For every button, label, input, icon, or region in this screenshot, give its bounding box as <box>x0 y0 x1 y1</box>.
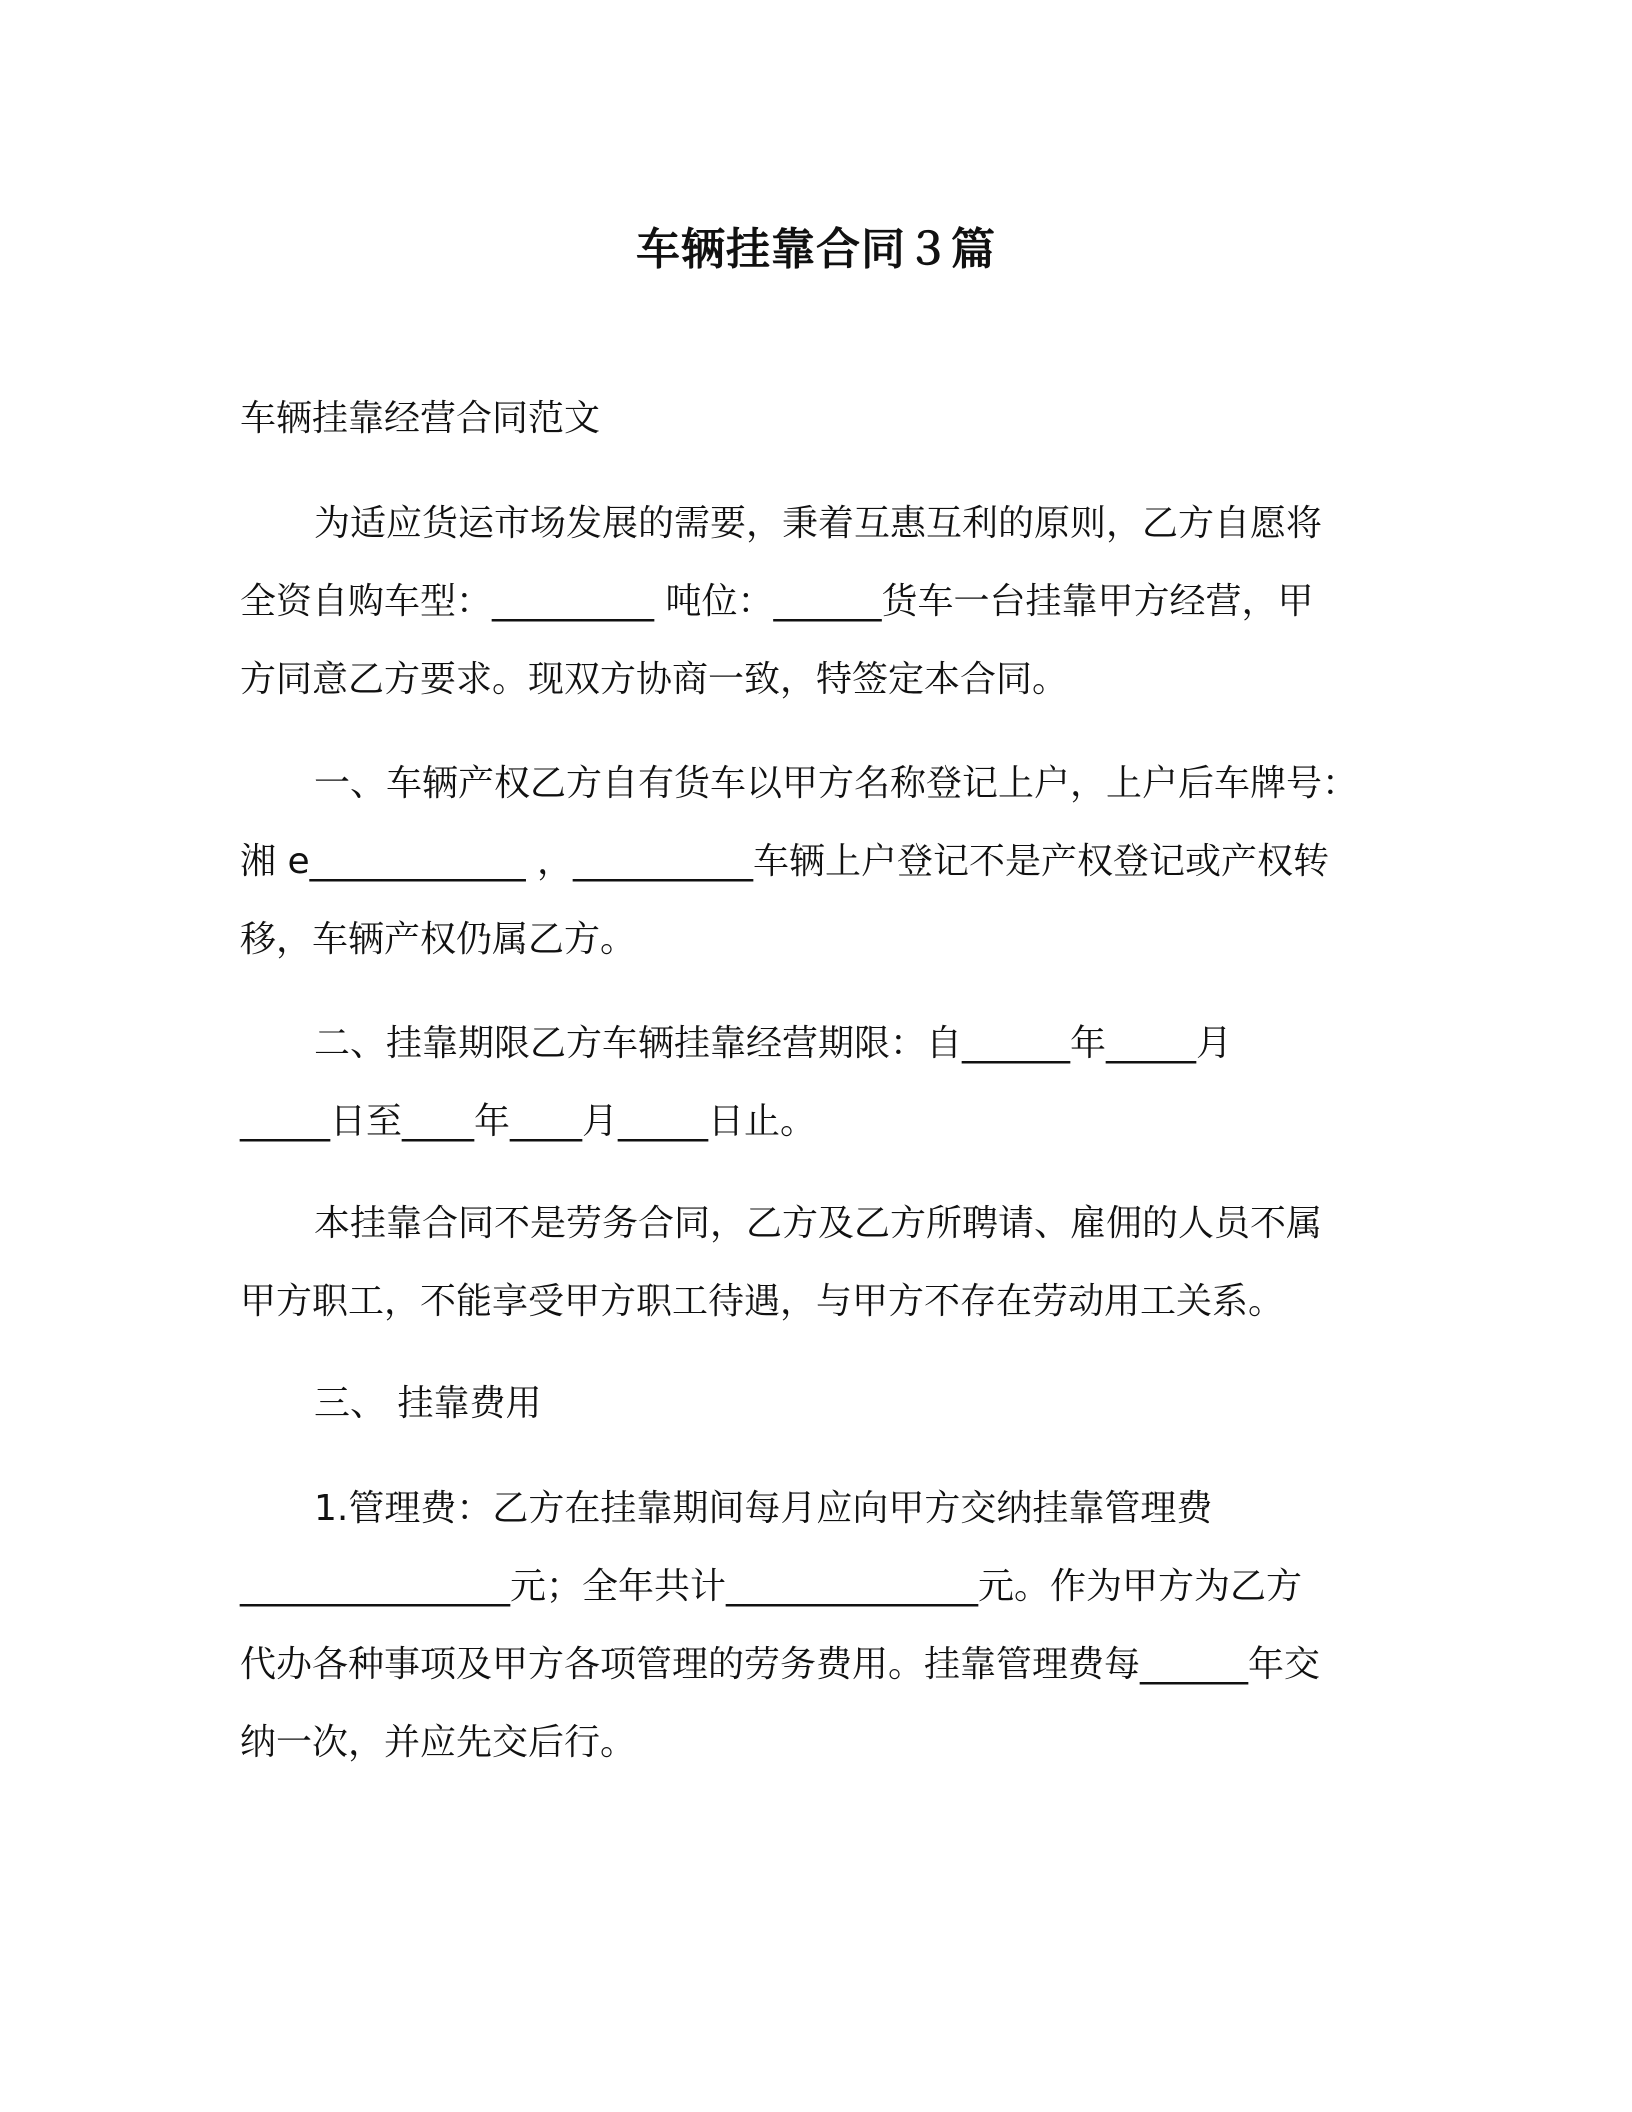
paragraph-line: 湘 e____________ ，__________车辆上户登记不是产权登记或产权转 <box>240 841 1330 882</box>
paragraph-line: 甲方职工，不能享受甲方职工待遇，与甲方不存在劳动用工关系。 <box>240 1281 1285 1322</box>
paragraph-line: 二、挂靠期限乙方车辆挂靠经营期限：自______年_____月 <box>314 1023 1233 1064</box>
paragraph-line: 一、车辆产权乙方自有货车以甲方名称登记上户，上户后车牌号： <box>314 763 1359 804</box>
paragraph-line: 代办各种事项及甲方各项管理的劳务费用。挂靠管理费每______年交 <box>240 1644 1321 1685</box>
paragraph-line: _______________元；全年共计______________元。作为甲方为乙方 <box>240 1566 1303 1607</box>
paragraph-3 <box>240 1005 1370 1161</box>
subtitle-text: 车辆挂靠经营合同范文 <box>240 398 601 439</box>
document-title: 车辆挂靠合同３篇 <box>636 224 996 275</box>
subtitle <box>240 380 1370 458</box>
section-heading <box>240 1365 1370 1443</box>
paragraph-line: 本挂靠合同不是劳务合同，乙方及乙方所聘请、雇佣的人员不属 <box>314 1203 1323 1244</box>
paragraph-line: 移，车辆产权仍属乙方。 <box>240 919 637 960</box>
paragraph-line: _____日至____年____月_____日止。 <box>240 1101 817 1142</box>
paragraph-5 <box>240 1470 1370 1782</box>
paragraph-4 <box>240 1185 1370 1341</box>
paragraph-2 <box>240 745 1370 979</box>
paragraph-line: 全资自购车型：_________ 吨位：______货车一台挂靠甲方经营，甲 <box>240 581 1314 622</box>
section-heading-text: 三、 挂靠费用 <box>314 1383 542 1424</box>
paragraph-line: 方同意乙方要求。现双方协商一致，特签定本合同。 <box>240 659 1069 700</box>
paragraph-line: 为适应货运市场发展的需要，秉着互惠互利的原则，乙方自愿将 <box>314 503 1323 544</box>
paragraph-1 <box>240 485 1370 719</box>
paragraph-line: 1.管理费：乙方在挂靠期间每月应向甲方交纳挂靠管理费 <box>314 1488 1213 1529</box>
paragraph-line: 纳一次，并应先交后行。 <box>240 1722 637 1763</box>
